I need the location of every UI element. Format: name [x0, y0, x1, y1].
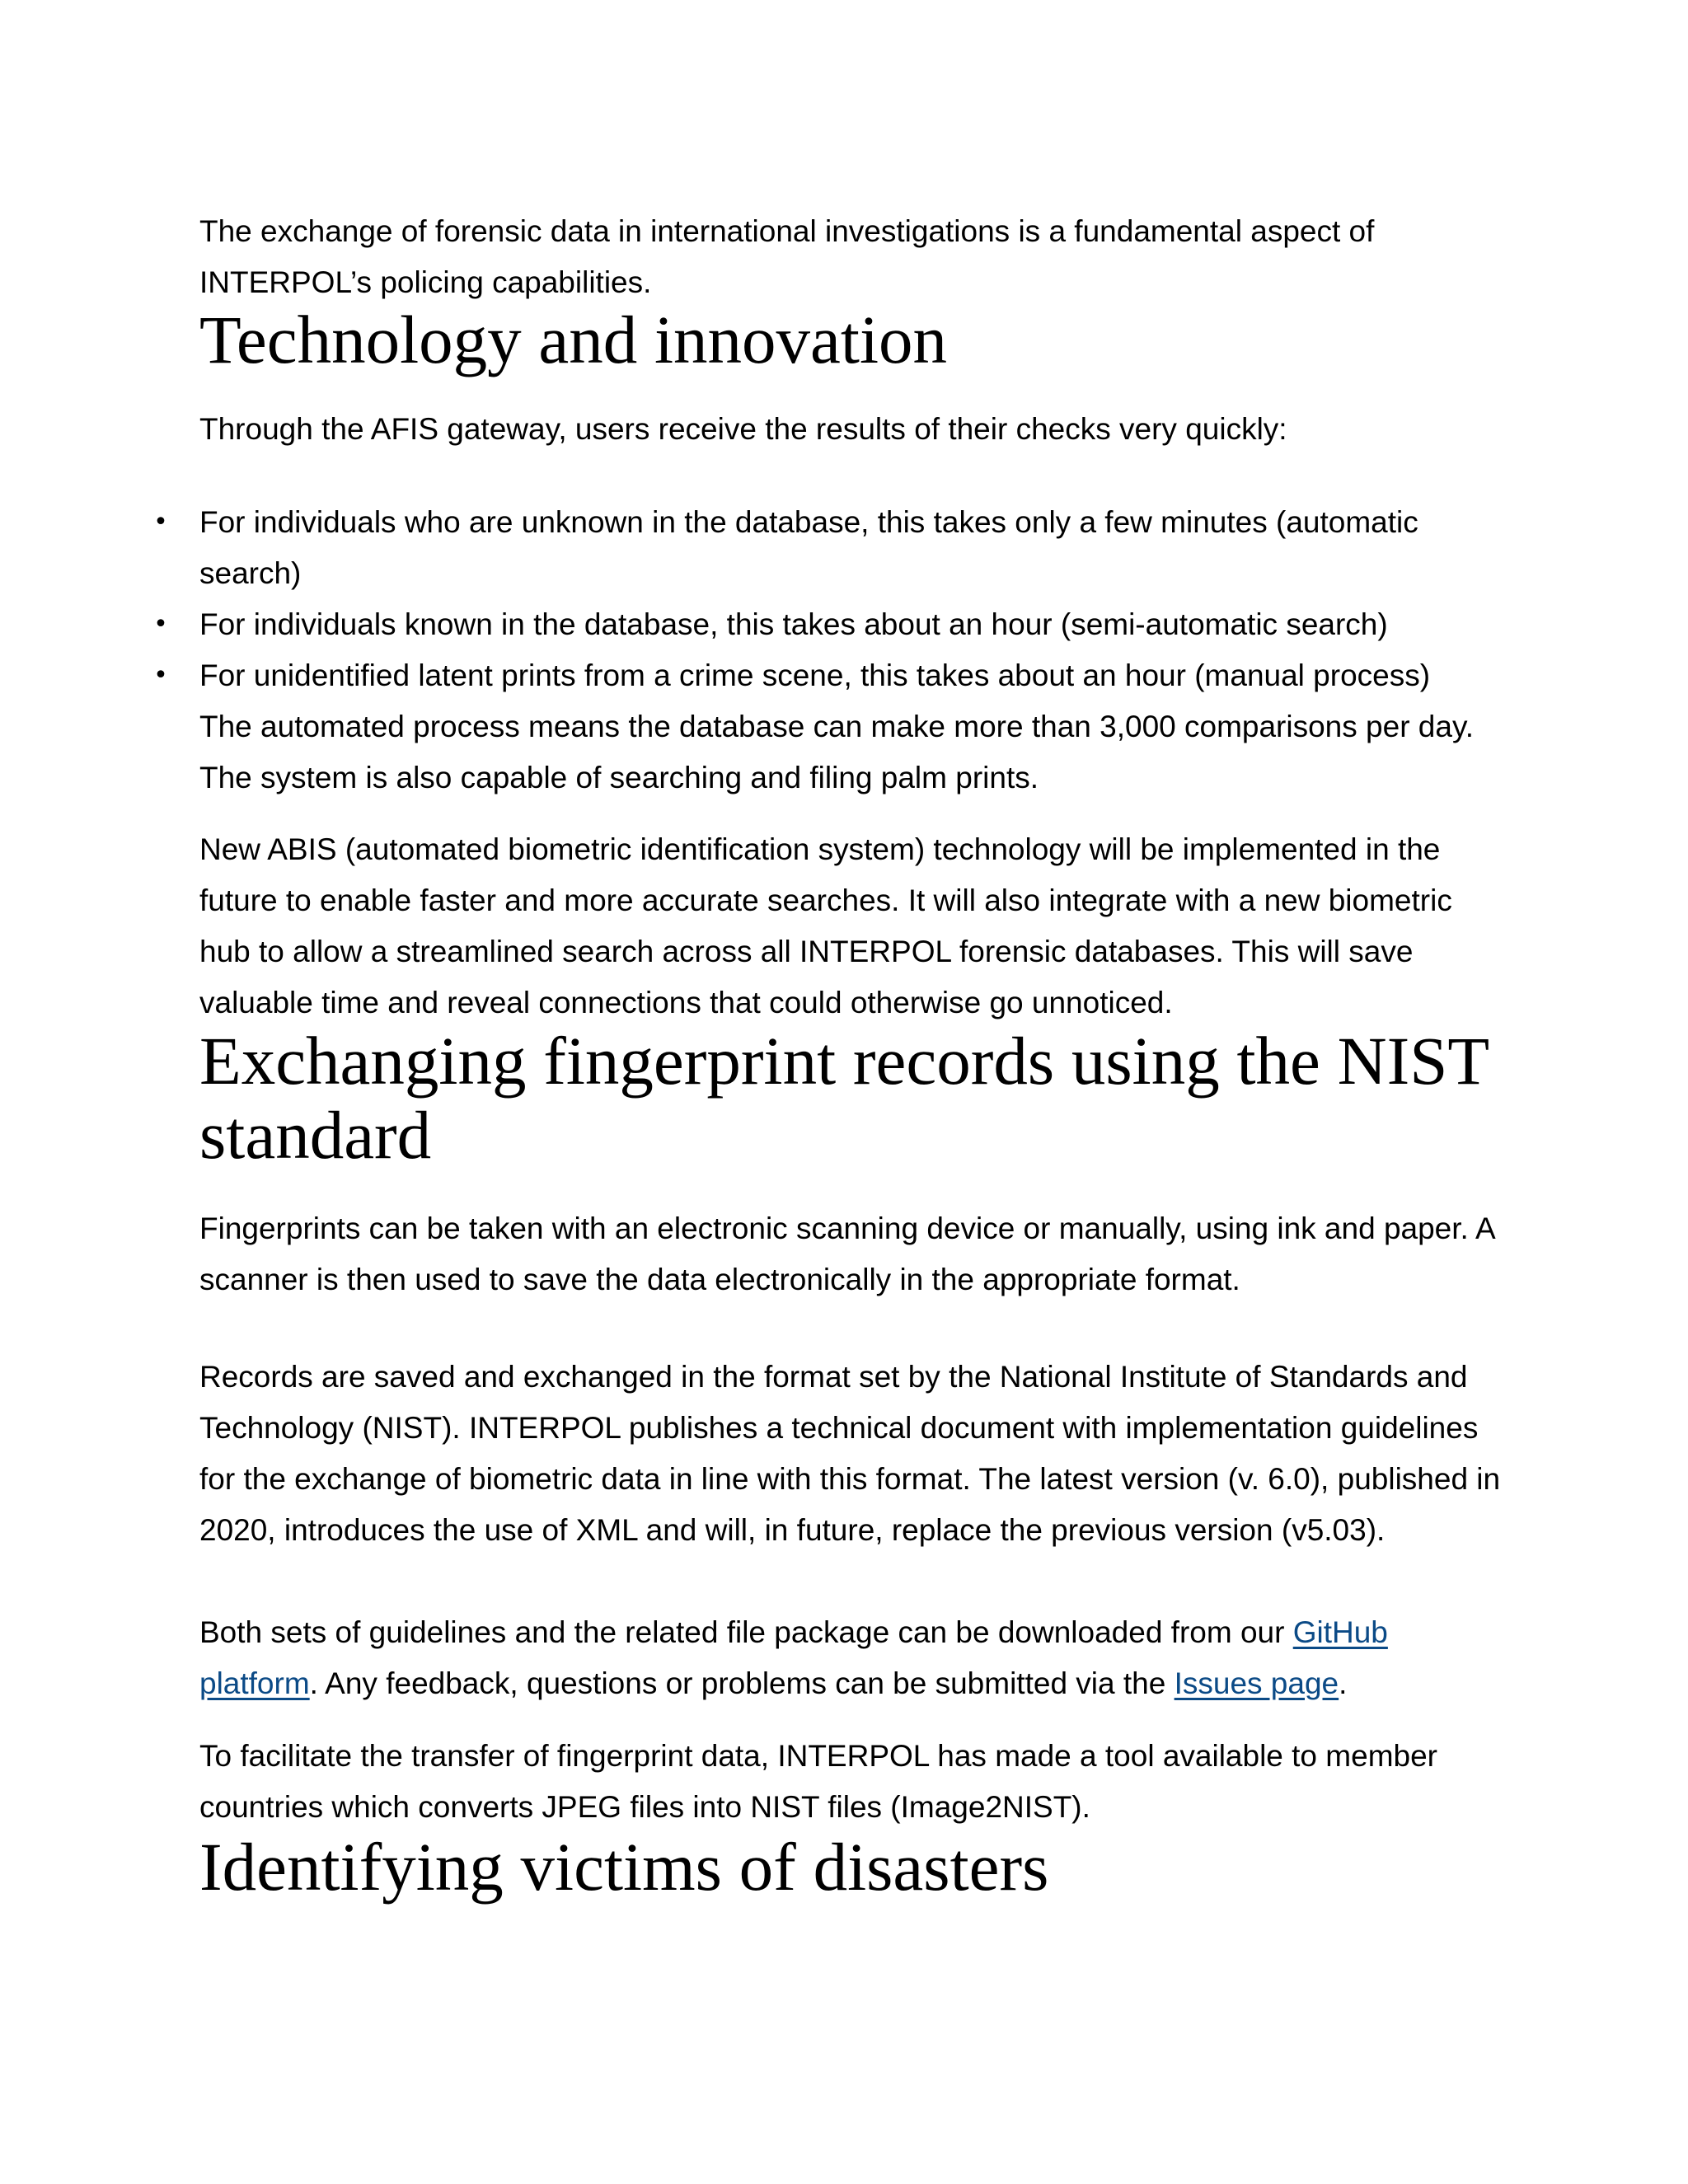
intro-paragraph: The exchange of forensic data in international investigations is a fundamental aspect of INTERPOL’s policing capabilities.	[199, 214, 1375, 299]
guidelines-text-middle: . Any feedback, questions or problems can be submitted via the	[309, 1666, 1175, 1700]
list-item	[153, 650, 1518, 701]
list-item-text: For individuals known in the database, this takes about an hour (semi-automatic search)	[199, 607, 1388, 641]
guidelines-text-before: Both sets of guidelines and the related file package can be downloaded from our	[199, 1615, 1293, 1649]
abis-paragraph: New ABIS (automated biometric identification system) technology will be implemented in the future to enable faster and more accurate searches. It will also integrate with a new biometric hub to allow a streamlined search across all INTERPOL forensic databases. This will save valuable time and reveal connections that could otherwise go unnoticed.	[199, 832, 1452, 1019]
afis-results-list	[153, 497, 1518, 701]
fingerprint-capture-paragraph: Fingerprints can be taken with an electronic scanning device or manually, using ink and paper. A scanner is then used to save the data electronically in the appropriate format.	[199, 1212, 1494, 1296]
list-item-text: For unidentified latent prints from a crime scene, this takes about an hour (manual process)	[199, 658, 1431, 692]
heading-nist-standard: Exchanging fingerprint records using the NIST standard	[199, 1023, 1489, 1173]
image2nist-paragraph: To facilitate the transfer of fingerprint data, INTERPOL has made a tool available to member countries which converts JPEG files into NIST files (Image2NIST).	[199, 1739, 1437, 1824]
bullet-icon: •	[153, 508, 168, 537]
bullet-icon: •	[153, 610, 168, 639]
list-item-text: For individuals who are unknown in the database, this takes only a few minutes (automatic search)	[199, 505, 1418, 590]
heading-technology-and-innovation: Technology and innovation	[199, 302, 948, 377]
automated-process-paragraph: The automated process means the database can make more than 3,000 comparisons per day. The system is also capable of searching and filing palm prints.	[199, 710, 1474, 794]
issues-page-link[interactable]: Issues page	[1174, 1666, 1339, 1700]
afis-lead-paragraph: Through the AFIS gateway, users receive the results of their checks very quickly:	[199, 412, 1287, 446]
github-platform-link[interactable]: GitHub platform	[199, 1615, 1388, 1700]
nist-format-paragraph: Records are saved and exchanged in the format set by the National Institute of Standards and Technology (NIST). INTERPOL publishes a technical document with implementation guidelines for the exchange of biometric data in line with this format. The latest version (v. 6.0), published in 2020, introduces the use of XML and will, in future, replace the previous version (v5.03).	[199, 1360, 1501, 1547]
list-item	[153, 497, 1518, 599]
heading-identifying-victims: Identifying victims of disasters	[199, 1829, 1049, 1905]
bullet-icon: •	[153, 661, 168, 690]
guidelines-download-paragraph	[199, 1607, 1510, 1709]
guidelines-text-after: .	[1339, 1666, 1348, 1700]
list-item	[153, 599, 1518, 650]
